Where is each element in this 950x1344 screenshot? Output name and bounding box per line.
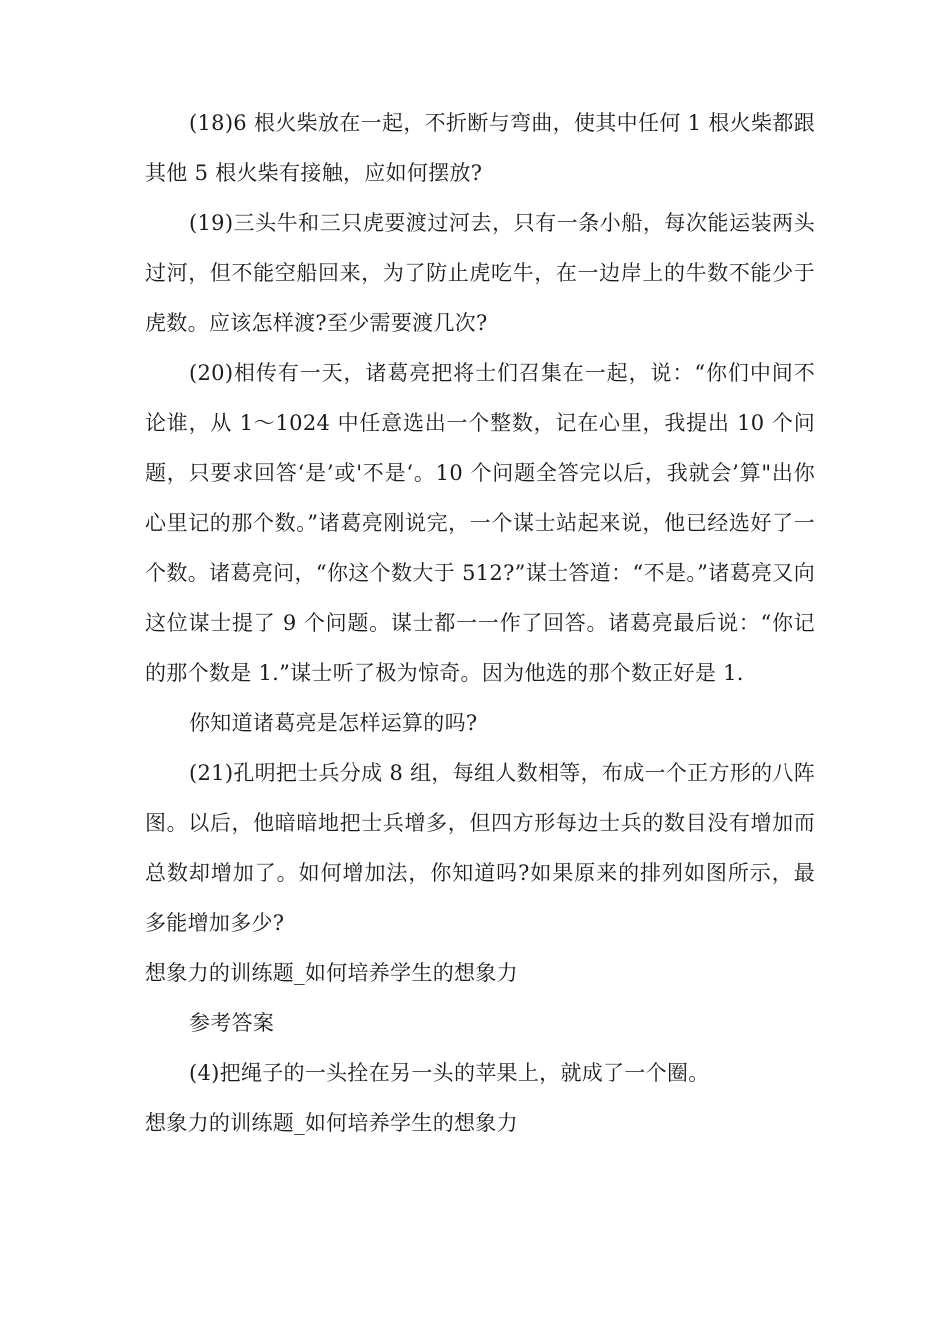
paragraph-question-19: (19)三头牛和三只虎要渡过河去，只有一条小船，每次能运装两头过河，但不能空船回来，为了防止虎吃牛，在一边岸上的牛数不能少于虎数。应该怎样渡?至少需要渡几次? <box>145 211 815 335</box>
section-heading: 想象力的训练题_如何培养学生的想象力 <box>145 961 518 985</box>
paragraph-question-20-followup: 你知道诸葛亮是怎样运算的吗? <box>189 711 478 735</box>
paragraph-question-18: (18)6 根火柴放在一起，不折断与弯曲，使其中任何 1 根火柴都跟其他 5 根火柴有接触，应如何摆放? <box>145 111 815 185</box>
section-heading-repeat: 想象力的训练题_如何培养学生的想象力 <box>145 1111 518 1135</box>
document-body <box>145 98 815 1148</box>
answer-4: (4)把绳子的一头拴在另一头的苹果上，就成了一个圈。 <box>189 1061 710 1085</box>
paragraph-question-20: (20)相传有一天，诸葛亮把将士们召集在一起，说：“你们中间不论谁，从 1～1024 中任意选出一个整数，记在心里，我提出 10 个问题，只要求回答‘是’或'不是‘。10 个问题全答完以后，我就会’算"出你心里记的那个数。”诸葛亮刚说完，一个谋士站起来说，他已经选好了一个数。诸葛亮问，“你这个数大于 512?”谋士答道：“不是。”诸葛亮又向这位谋士提了 9 个问题。谋士都一一作了回答。诸葛亮最后说：“你记的那个数是 1.”谋士听了极为惊奇。因为他选的那个数正好是 1. <box>145 361 815 685</box>
answers-title: 参考答案 <box>189 1011 275 1035</box>
paragraph-question-21: (21)孔明把士兵分成 8 组，每组人数相等，布成一个正方形的八阵图。以后，他暗暗地把士兵增多，但四方形每边士兵的数目没有增加而总数却增加了。如何增加法，你知道吗?如果原来的排列如图所示，最多能增加多少? <box>145 761 815 935</box>
